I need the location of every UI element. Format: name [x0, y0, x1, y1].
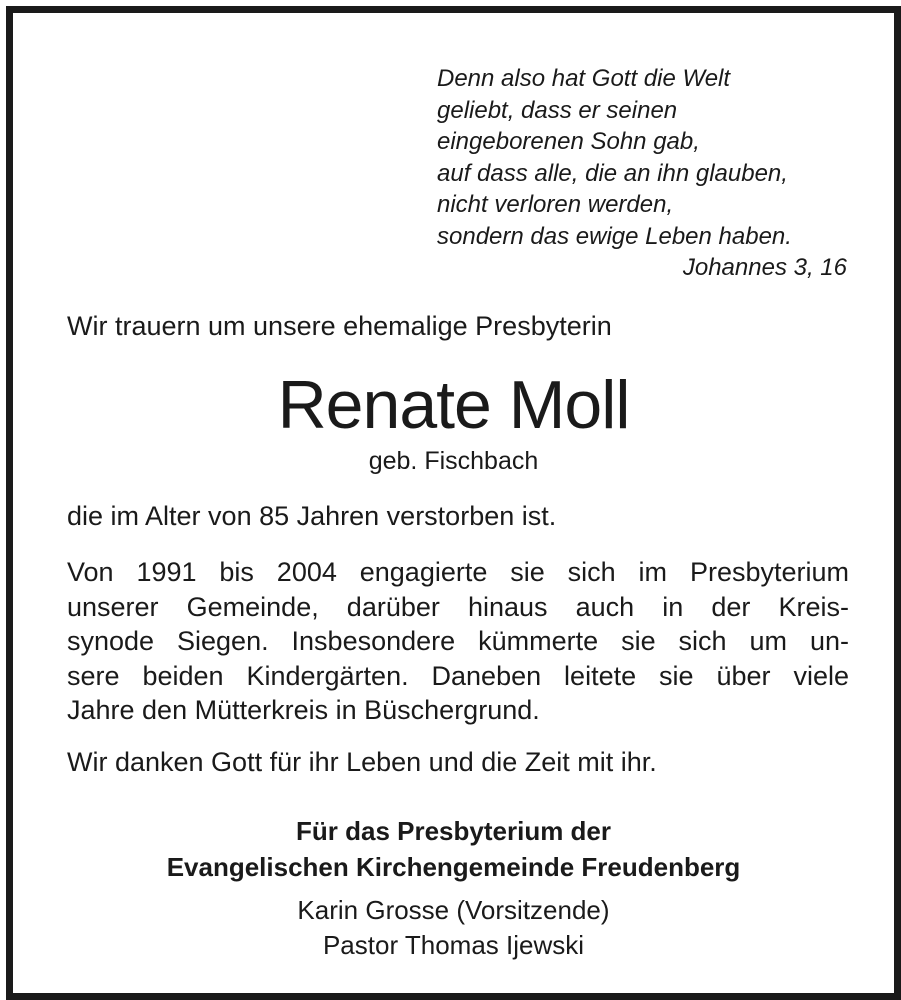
biography-line: Von 1991 bis 2004 engagierte sie sich im Presbyterium: [67, 557, 849, 587]
signers: [13, 893, 894, 963]
signer-pastor: Pastor Thomas Ijewski: [322, 930, 585, 960]
mourning-intro: Wir trauern um unsere ehemalige Presbyterin: [67, 311, 612, 341]
bible-verse: [437, 63, 847, 284]
biography-line: sere beiden Kindergärten. Daneben leitete sie über viele: [67, 660, 849, 691]
verse-line: nicht verloren werden,: [437, 191, 674, 218]
organization-line-2: Evangelischen Kirchengemeinde Freudenberg: [166, 852, 741, 882]
verse-reference: Johannes 3, 16: [682, 254, 847, 281]
organization: [13, 813, 894, 885]
biography-line: synode Siegen. Insbesondere kümmerte sie sich um un-: [67, 626, 849, 656]
verse-line: eingeborenen Sohn gab,: [437, 128, 700, 155]
age-line: die im Alter von 85 Jahren verstorben ist.: [67, 501, 557, 531]
signer-chair: Karin Grosse (Vorsitzende): [297, 895, 610, 925]
biography: [67, 555, 849, 728]
verse-line: geliebt, dass er seinen: [437, 96, 678, 124]
verse-line: sondern das ewige Leben haben.: [437, 222, 792, 250]
obituary-notice: [6, 6, 901, 1000]
deceased-name: Renate Moll: [277, 367, 630, 443]
verse-line: Denn also hat Gott die Welt: [437, 65, 731, 92]
verse-line: auf dass alle, die an ihn glauben,: [437, 159, 788, 187]
thanks-line: Wir danken Gott für ihr Leben und die Zeit mit ihr.: [67, 747, 657, 777]
maiden-name: geb. Fischbach: [368, 447, 539, 475]
biography-line: Jahre den Mütterkreis in Büschergrund.: [67, 695, 540, 725]
organization-line-1: Für das Presbyterium der: [296, 816, 611, 846]
biography-line: unserer Gemeinde, darüber hinaus auch in der Kreis-: [67, 591, 849, 622]
